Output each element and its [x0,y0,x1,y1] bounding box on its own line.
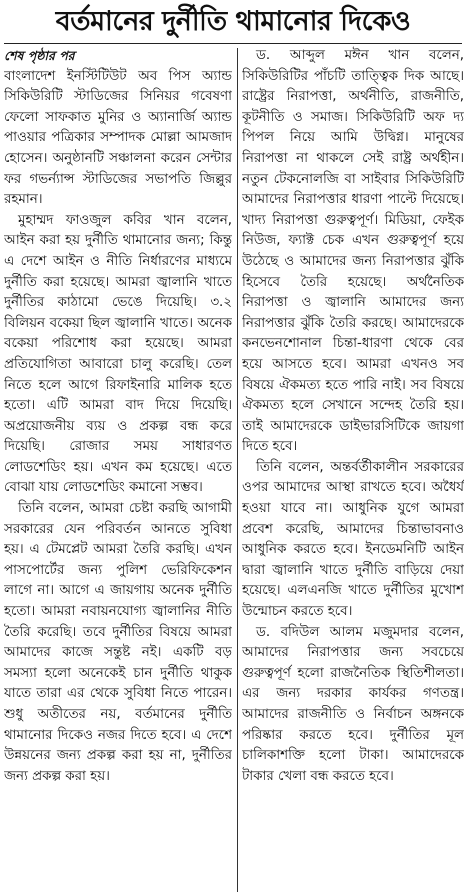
paragraph: বাংলাদেশ ইনস্টিটিউট অব পিস অ্যান্ড সিকিউরিটি স্টাডিজের সিনিয়র গবেষণা ফেলো সাফকাত মুনির ও অ্যানার্জি অ্যান্ড পাওয়ার পত্রিকার সম্পাদক মোল্লা আমজাদ হোসেন। অনুষ্ঠানটি সঞ্চালনা করেন সেন্টার ফর গভর্ন্যান্স স্টাডিজের সভাপতি জিল্লুর রহমান। [4,68,232,208]
headline-rule [4,43,462,44]
paragraph: তিনি বলেন, অন্তর্বর্তীকালীন সরকারের ওপর আমাদের আস্থা রাখতে হবে। অধৈর্য হওয়া যাবে না। আধুনিক যুগে আমরা প্রবেশ করেছি, আমাদের চিন্তাভাবনাও আধুনিক করতে হবে। ইনডেমনিটি আইন দ্বারা জ্বালানি খাতে দুর্নীতি বাড়িয়ে দেয়া হয়েছে। এলএনজি খাতে দুর্নীতির মুখোশ উন্মোচন করতে হবে। [242,459,464,620]
article-column-right [242,46,464,894]
paragraph: ড. আব্দুল মঈন খান বলেন, সিকিউরিটির পাঁচটি তাত্ত্বিক দিক আছে। রাষ্ট্রের নিরাপত্তা, অর্থনীতি, রাজনীতি, কূটনীতি ও সমাজ। সিকিউরিটি অফ দ্য পিপল নিয়ে আমি উদ্বিগ্ন। মানুষের নিরাপত্তা না থাকলে সেই রাষ্ট্র অর্থহীন। নতুন টেকনোলজি বা সাইবার সিকিউরিটি আমাদের নিরাপত্তার ধারণা পাল্টে দিয়েছে। খাদ্য নিরাপত্তা গুরুত্বপূর্ণ। মিডিয়া, ফেইক নিউজ, ফ্যাক্ট চেক এখন গুরুত্বপূর্ণ হয়ে উঠেছে ও আমাদের জন্য নিরাপত্তার ঝুঁকি হিসেবে তৈরি হয়েছে। অর্থনৈতিক নিরাপত্তা ও জ্বালানি আমাদের জন্য নিরাপত্তার ঝুঁকি তৈরি করছে। আমাদেরকে কনভেনশোনাল চিন্তা-ধারণা থেকে বের হয়ে আসতে হবে। আমরা এখনও সব বিষয়ে ঐকমত্য হতে পারি নাই। সব বিষয়ে ঐকমত্য হলে সেখানে সন্দেহ তৈরি হয়। তাই আমাদেরকে ডাইভারসিটিকে জায়গা দিতে হবে। [242,48,464,455]
paragraph: ড. বদিউল আলম মজুমদার বলেন, আমাদের নিরাপত্তার জন্য সবচেয়ে গুরুত্বপূর্ণ হলো রাজনৈতিক স্থিতিশীলতা। এর জন্য দরকার কার্যকর গণতন্ত্র। আমাদের রাজনীতি ও নির্বাচন অঙ্গনকে পরিষ্কার করতে হবে। দুর্নীতির মূল চালিকাশক্তি হলো টাকা। আমাদেরকে টাকার খেলা বন্ধ করতে হবে। [242,624,464,784]
continued-from-label: শেষ পৃষ্ঠার পর [4,48,75,63]
headline: বর্তমানের দুর্নীতি থামানোর দিকেও [55,6,411,37]
column-divider [237,48,238,892]
article-column-left [4,46,232,894]
paragraph: তিনি বলেন, আমরা চেষ্টা করছি আগামী সরকারের যেন পরিবর্তন আনতে সুবিধা হয়। এ টেমপ্লেট আমরা তৈরি করছি। এখন পাসপোর্টের জন্য পুলিশ ভেরিফিকেশন লাগে না। আগে এ জায়গায় অনেক দুর্নীতি হতো। আমরা নবায়নযোগ্য জ্বালানির নীতি তৈরি করেছি। তবে দুর্নীতির বিষয়ে আমরা আমাদের কাজে সন্তুষ্ট নই। একটি বড় সমস্যা হলো অনেকেই চান দুর্নীতি থাকুক যাতে তারা এর থেকে সুবিধা নিতে পারেন। শুধু অতীতের নয়, বর্তমানের দুর্নীতি থামানোর দিকেও নজর দিতে হবে। এ দেশে উন্নয়নের জন্য প্রকল্প করা হয় না, দুর্নীতির জন্য প্রকল্প করা হয়। [4,501,232,784]
paragraph: মুহাম্মদ ফাওজুল কবির খান বলেন, আইন করা হয় দুর্নীতি থামানোর জন্য; কিন্তু এ দেশে আইন ও নীতি নির্ধারণের মাধ্যমে দুর্নীতি করা হয়েছে। আমরা জ্বালানি খাতে দুর্নীতির কাঠামো ভেঙে দিয়েছি। ৩.২ বিলিয়ন বকেয়া ছিল জ্বালানি খাতে। অনেক বকেয়া পরিশোধ করা হয়েছে। আমরা প্রতিযোগিতা আবারো চালু করেছি। তেল নিতে হলে আগে রিফাইনারি মালিক হতে হতো। এটি আমরা বাদ দিয়ে দিয়েছি। অপ্রয়োজনীয় ব্যয় ও প্রকল্প বন্ধ করে দিয়েছি। রোজার সময় সাধারণত লোডশেডিং হয়। এখন কম হয়েছে। এতে বোঝা যায় লোডশেডিং কমানো সম্ভব। [4,212,232,496]
